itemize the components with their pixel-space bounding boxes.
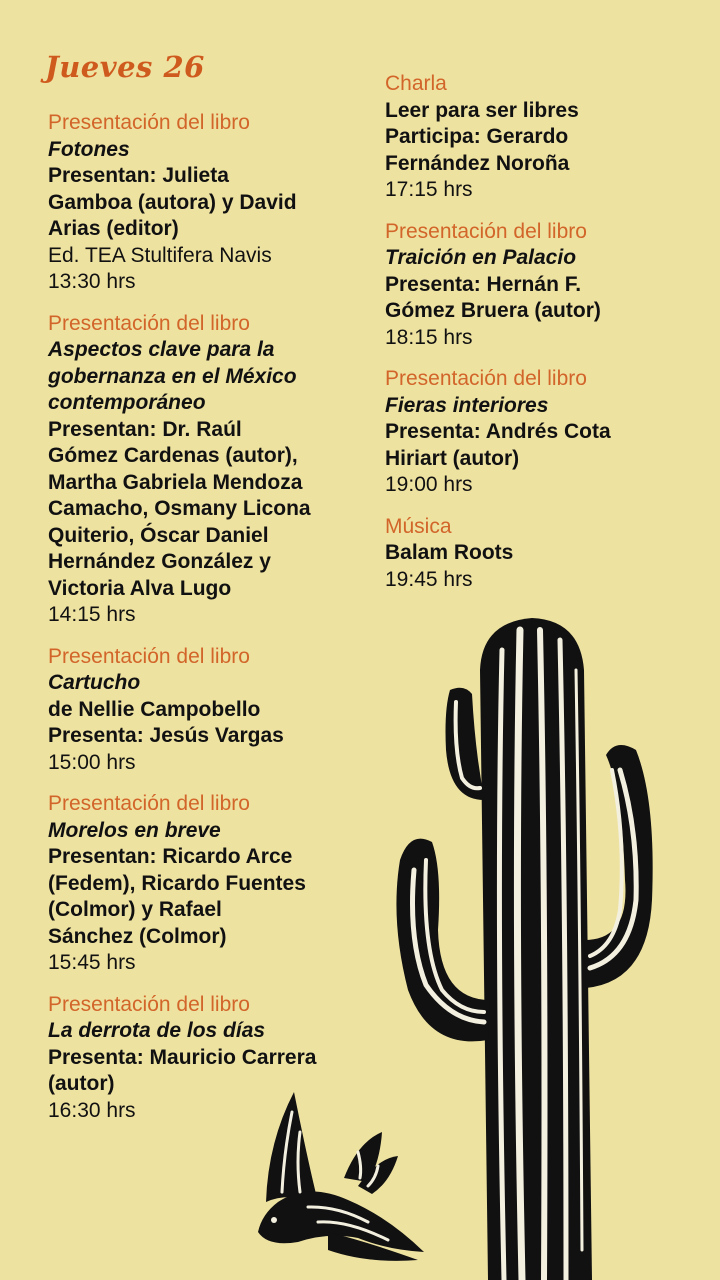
right-column <box>385 71 675 608</box>
event-presenters: (Colmor) y Rafael <box>48 898 222 921</box>
event-item <box>48 644 348 777</box>
event-time: 15:00 hrs <box>48 750 136 774</box>
event-presenters: (Fedem), Ricardo Fuentes <box>48 871 306 895</box>
event-item <box>385 71 675 204</box>
event-title: Morelos en breve <box>48 818 221 842</box>
event-presenters: Presenta: Hernán F. <box>385 272 582 296</box>
event-title: Aspectos clave para la <box>48 338 275 361</box>
event-presenters: Fernández Noroña <box>385 151 570 175</box>
event-publisher: Ed. TEA Stultifera Navis <box>48 243 272 267</box>
event-item <box>385 514 675 594</box>
event-presenters: Hernández González y <box>48 550 271 573</box>
event-title: Cartucho <box>48 671 141 694</box>
event-category: Presentación del libro <box>48 311 250 335</box>
left-column <box>48 110 348 1139</box>
event-category: Música <box>385 514 452 538</box>
event-presenters: Quiterio, Óscar Daniel <box>48 523 269 547</box>
event-presenters: Gómez Bruera (autor) <box>385 299 601 322</box>
event-title: La derrota de los días <box>48 1019 266 1042</box>
event-title: contemporáneo <box>48 391 206 414</box>
event-presenters: Presenta: Jesús Vargas <box>48 724 284 747</box>
event-time: 19:45 hrs <box>385 567 473 591</box>
event-time: 13:30 hrs <box>48 270 136 293</box>
event-category: Presentación del libro <box>385 367 587 390</box>
event-time: 18:15 hrs <box>385 325 473 349</box>
event-category: Presentación del libro <box>48 644 250 668</box>
event-presenters: Camacho, Osmany Licona <box>48 497 311 520</box>
event-title: Fieras interiores <box>385 393 549 417</box>
event-category: Presentación del libro <box>48 992 250 1016</box>
event-category: Charla <box>385 72 447 95</box>
event-category: Presentación del libro <box>48 111 250 134</box>
event-presenters: Hiriart (autor) <box>385 446 520 470</box>
event-presenters: Martha Gabriela Mendoza <box>48 470 303 494</box>
event-item <box>48 791 348 977</box>
event-presenters: Participa: Gerardo <box>385 125 569 148</box>
event-presenters: de Nellie Campobello <box>48 697 261 721</box>
event-item <box>48 110 348 296</box>
event-presenters: Victoria Alva Lugo <box>48 576 232 600</box>
event-time: 14:15 hrs <box>48 603 136 626</box>
event-presenters: Arias (editor) <box>48 217 179 240</box>
event-presenters: Presenta: Andrés Cota <box>385 420 611 443</box>
event-time: 15:45 hrs <box>48 951 136 974</box>
day-heading: Jueves 26 <box>45 50 205 84</box>
event-title: Balam Roots <box>385 541 514 564</box>
event-item <box>385 366 675 499</box>
event-item <box>385 219 675 352</box>
event-category: Presentación del libro <box>48 792 250 815</box>
event-title: gobernanza en el México <box>48 364 297 388</box>
event-presenters: (autor) <box>48 1072 115 1095</box>
event-category: Presentación del libro <box>385 219 587 243</box>
event-time: 19:00 hrs <box>385 473 473 496</box>
event-presenters: Gómez Cardenas (autor), <box>48 444 298 467</box>
event-presenters: Presentan: Dr. Raúl <box>48 417 242 441</box>
event-title: Fotones <box>48 137 130 161</box>
event-time: 16:30 hrs <box>48 1098 136 1122</box>
event-presenters: Presentan: Ricardo Arce <box>48 845 293 868</box>
event-item <box>48 311 348 629</box>
swallow-bird-illustration <box>248 1082 428 1267</box>
event-presenters: Sánchez (Colmor) <box>48 924 227 948</box>
event-title: Traición en Palacio <box>385 246 577 269</box>
event-title: Leer para ser libres <box>385 98 579 122</box>
event-time: 17:15 hrs <box>385 178 473 201</box>
event-presenters: Gamboa (autora) y David <box>48 190 297 214</box>
event-presenters: Presenta: Mauricio Carrera <box>48 1045 317 1069</box>
event-presenters: Presentan: Julieta <box>48 164 229 187</box>
